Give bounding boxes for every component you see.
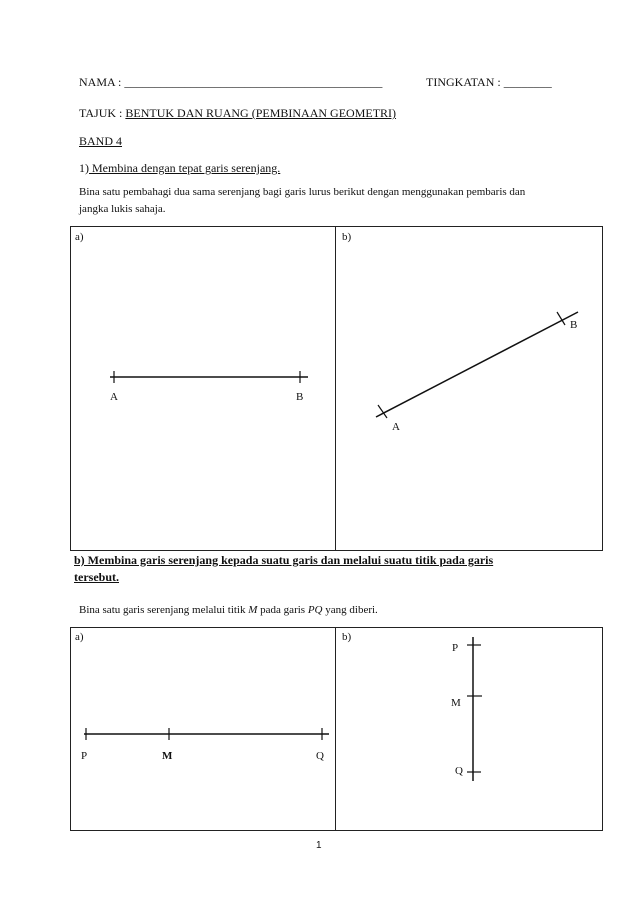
section2-instruction-mid: pada garis — [257, 604, 308, 616]
page-number: 1 — [316, 840, 322, 851]
tingkatan-field[interactable]: TINGKATAN : ________ — [426, 75, 552, 89]
section1-instruction-line2: jangka lukis sahaja. — [79, 203, 166, 215]
band-heading: BAND 4 — [79, 134, 123, 148]
section1-number: 1) — [79, 161, 89, 175]
section2-instruction-suffix: yang diberi. — [322, 604, 378, 616]
section1-cell-a-label: a) — [75, 231, 84, 243]
point-label-q-vertical: Q — [455, 765, 463, 777]
section2-instruction-prefix: Bina satu garis serenjang melalui titik — [79, 604, 249, 616]
point-label-m-vertical: M — [451, 697, 461, 709]
point-label-a-horizontal: A — [110, 391, 118, 403]
nama-field[interactable]: NAMA : ___________________________________________ — [79, 75, 383, 89]
point-label-b-slanted: B — [570, 319, 578, 331]
section2-cell-a-label: a) — [75, 631, 84, 643]
point-label-q-horizontal: Q — [316, 750, 324, 762]
tajuk-title: BENTUK DAN RUANG (PEMBINAAN GEOMETRI) — [125, 106, 397, 120]
point-label-a-slanted: A — [392, 421, 400, 433]
section2-heading-line1: b) Membina garis serenjang kepada suatu garis dan melalui suatu titik pada garis — [74, 553, 494, 567]
point-label-p-horizontal: P — [81, 750, 88, 762]
point-label-p-vertical: P — [452, 642, 459, 654]
section2-instruction-m: M — [248, 604, 258, 616]
section1-title: Membina dengan tepat garis serenjang. — [89, 161, 281, 175]
section2-instruction-pq: PQ — [307, 604, 323, 616]
section1-cell-b-label: b) — [342, 231, 352, 243]
point-label-b-horizontal: B — [296, 391, 304, 403]
tajuk-prefix: TAJUK : — [79, 106, 126, 120]
section2-cell-b-label: b) — [342, 631, 352, 643]
point-label-m-horizontal: M — [162, 750, 173, 762]
section2-heading-line2: tersebut. — [74, 570, 119, 584]
section1-instruction-line1: Bina satu pembahagi dua sama serenjang bagi garis lurus berikut dengan menggunakan pembaris dan — [79, 186, 526, 198]
